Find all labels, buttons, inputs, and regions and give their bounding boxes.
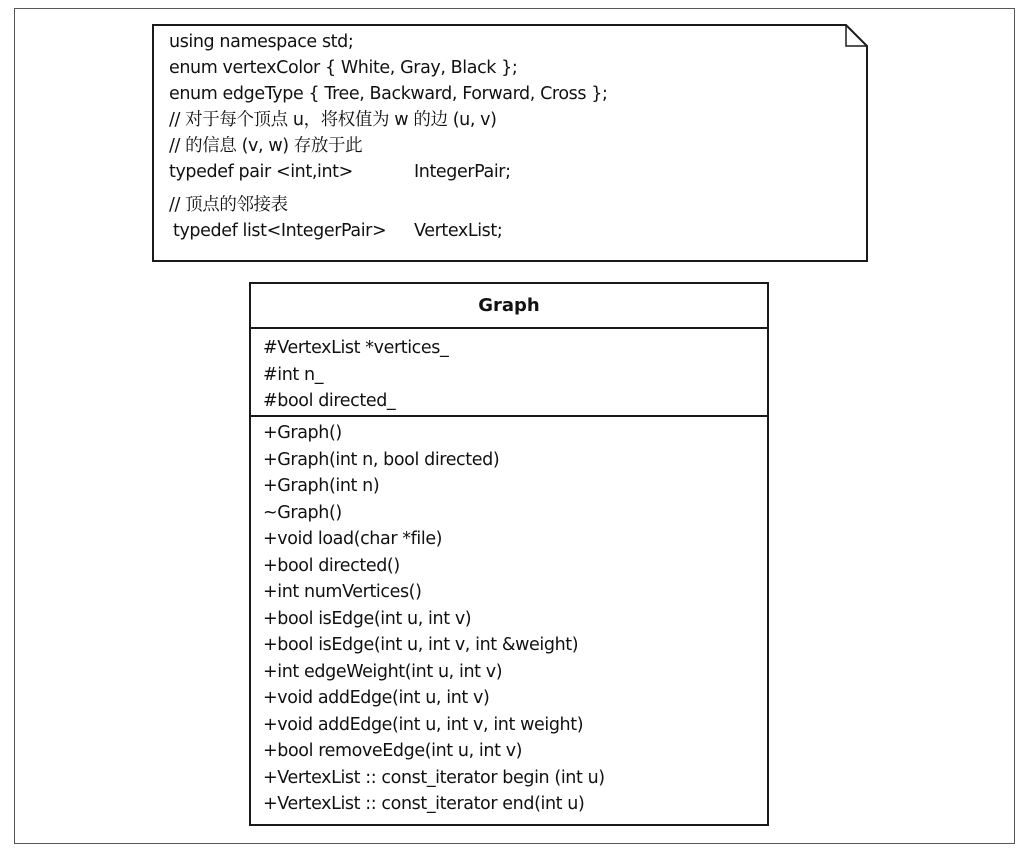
note-line-vertex-list (169, 218, 607, 244)
vertex-list-alias: VertexList; (414, 221, 503, 241)
operation: +void addEdge(int u, int v) (263, 688, 490, 708)
attributes-compartment (251, 329, 767, 417)
operation: ~Graph() (263, 502, 342, 523)
attribute: #int n_ (263, 364, 324, 385)
operations-compartment (251, 417, 767, 818)
operation: +void addEdge(int u, int v, int weight) (263, 714, 584, 735)
operation: +int edgeWeight(int u, int v) (263, 661, 503, 682)
operation: +bool isEdge(int u, int v) (263, 608, 472, 629)
operation: +Graph(int n, bool directed) (263, 449, 500, 470)
operation: +VertexList :: const_iterator begin (int u) (263, 767, 605, 788)
class-name: Graph (251, 284, 767, 329)
attribute: #VertexList *vertices_ (263, 338, 449, 358)
operation: +Graph(int n) (263, 476, 380, 496)
operation: +VertexList :: const_iterator end(int u) (263, 794, 585, 814)
operation: +bool isEdge(int u, int v, int &weight) (263, 635, 579, 655)
operation: +int numVertices() (263, 582, 422, 602)
graph-class-box (249, 282, 769, 826)
integer-pair-alias: IntegerPair; (414, 162, 511, 182)
note-line-comment-2: // 的信息 (v, w) 存放于此 (169, 136, 363, 156)
note-line-comment-1: // 对于每个顶点 u，将权值为 w 的边 (u, v) (169, 110, 497, 130)
uml-note (152, 24, 868, 262)
note-line-vertex-color: enum vertexColor { White, Gray, Black }; (169, 58, 518, 78)
note-line-namespace: using namespace std; (169, 32, 354, 52)
operation: +void load(char *file) (263, 529, 443, 549)
note-line-edge-type: enum edgeType { Tree, Backward, Forward, Cross }; (169, 84, 608, 104)
integer-pair-definition: typedef pair <int,int> (169, 162, 353, 182)
note-text (169, 29, 607, 244)
attribute: #bool directed_ (263, 391, 396, 411)
note-line-integer-pair (169, 159, 607, 185)
operation: +bool removeEdge(int u, int v) (263, 741, 523, 761)
operation: +Graph() (263, 423, 342, 443)
vertex-list-definition: typedef list<IntegerPair> (173, 221, 387, 241)
note-line-comment-3: // 顶点的邻接表 (169, 195, 288, 215)
operation: +bool directed() (263, 555, 400, 576)
